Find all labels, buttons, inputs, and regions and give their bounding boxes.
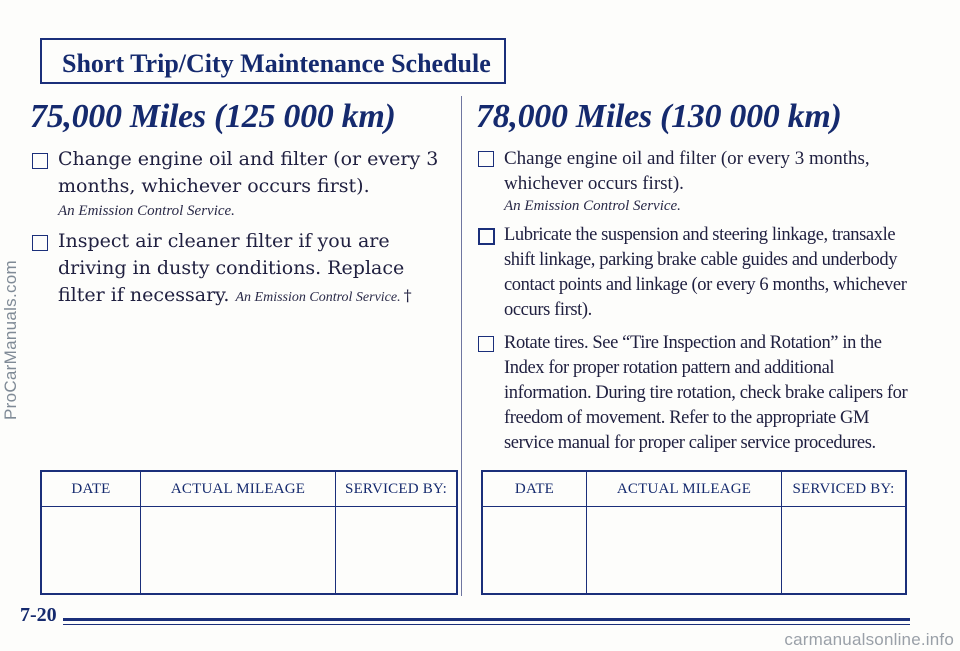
left-item-2-text: Inspect air cleaner filter if you are driving in dusty conditions. Replace filter if necessary. [58, 230, 405, 306]
left-item-2-note: An Emission Control Service. [235, 290, 401, 305]
right-item-2 [476, 223, 916, 323]
left-column [30, 98, 455, 311]
date-column-header: DATE [482, 471, 587, 507]
mileage-cell[interactable] [141, 507, 336, 595]
checkbox-icon [478, 151, 494, 167]
right-mileage-heading: 78,000 Miles (130 000 km) [476, 98, 842, 135]
left-service-log-table [40, 470, 458, 595]
right-item-3 [476, 331, 916, 456]
page-number: 7-20 [20, 604, 63, 627]
left-mileage-heading: 75,000 Miles (125 000 km) [30, 98, 396, 135]
left-item-2 [30, 228, 455, 311]
right-item-1-text: Change engine oil and filter (or every 3 months, whichever occurs first). [504, 148, 870, 194]
serviced-by-cell[interactable] [782, 507, 907, 595]
checkbox-icon [478, 336, 494, 352]
watermark-left: ProCarManuals.com [1, 259, 20, 421]
serviced-by-column-header: SERVICED BY: [336, 471, 458, 507]
checkbox-icon [32, 235, 48, 251]
mileage-column-header: ACTUAL MILEAGE [587, 471, 782, 507]
right-service-log-table [481, 470, 907, 595]
header-rule [40, 82, 504, 84]
serviced-by-column-header: SERVICED BY: [782, 471, 907, 507]
column-divider [461, 96, 462, 596]
footer-rule-thin [50, 624, 910, 625]
watermark-bottom: carmanualsonline.info [784, 630, 954, 649]
right-column [476, 98, 916, 456]
serviced-by-cell[interactable] [336, 507, 458, 595]
right-item-3-text: Rotate tires. See “Tire Inspection and Rotation” in the Index for proper rotation pattern and additional information. During tire rotation, check brake calipers for freedom of movement. Refer to the appropriate GM service manual for proper caliper service procedures. [504, 333, 908, 453]
checkbox-icon [32, 153, 48, 169]
right-item-2-text: Lubricate the suspension and steering linkage, transaxle shift linkage, parking brake cable guides and underbody contact points and linkage (or every 6 months, whichever occurs first). [504, 225, 907, 320]
right-item-1-note: An Emission Control Service. [504, 198, 681, 214]
date-cell[interactable] [41, 507, 141, 595]
footer-rule [50, 618, 910, 621]
header-tab [40, 38, 506, 84]
date-cell[interactable] [482, 507, 587, 595]
left-item-1-note: An Emission Control Service. [58, 203, 235, 219]
left-item-1 [30, 146, 455, 200]
mileage-cell[interactable] [587, 507, 782, 595]
right-item-1 [476, 146, 916, 196]
left-item-1-text: Change engine oil and filter (or every 3 months, whichever occurs first). [58, 148, 439, 197]
checkbox-icon [478, 228, 495, 245]
date-column-header: DATE [41, 471, 141, 507]
page-title: Short Trip/City Maintenance Schedule [62, 49, 491, 78]
mileage-column-header: ACTUAL MILEAGE [141, 471, 336, 507]
dagger-mark: † [403, 286, 412, 305]
